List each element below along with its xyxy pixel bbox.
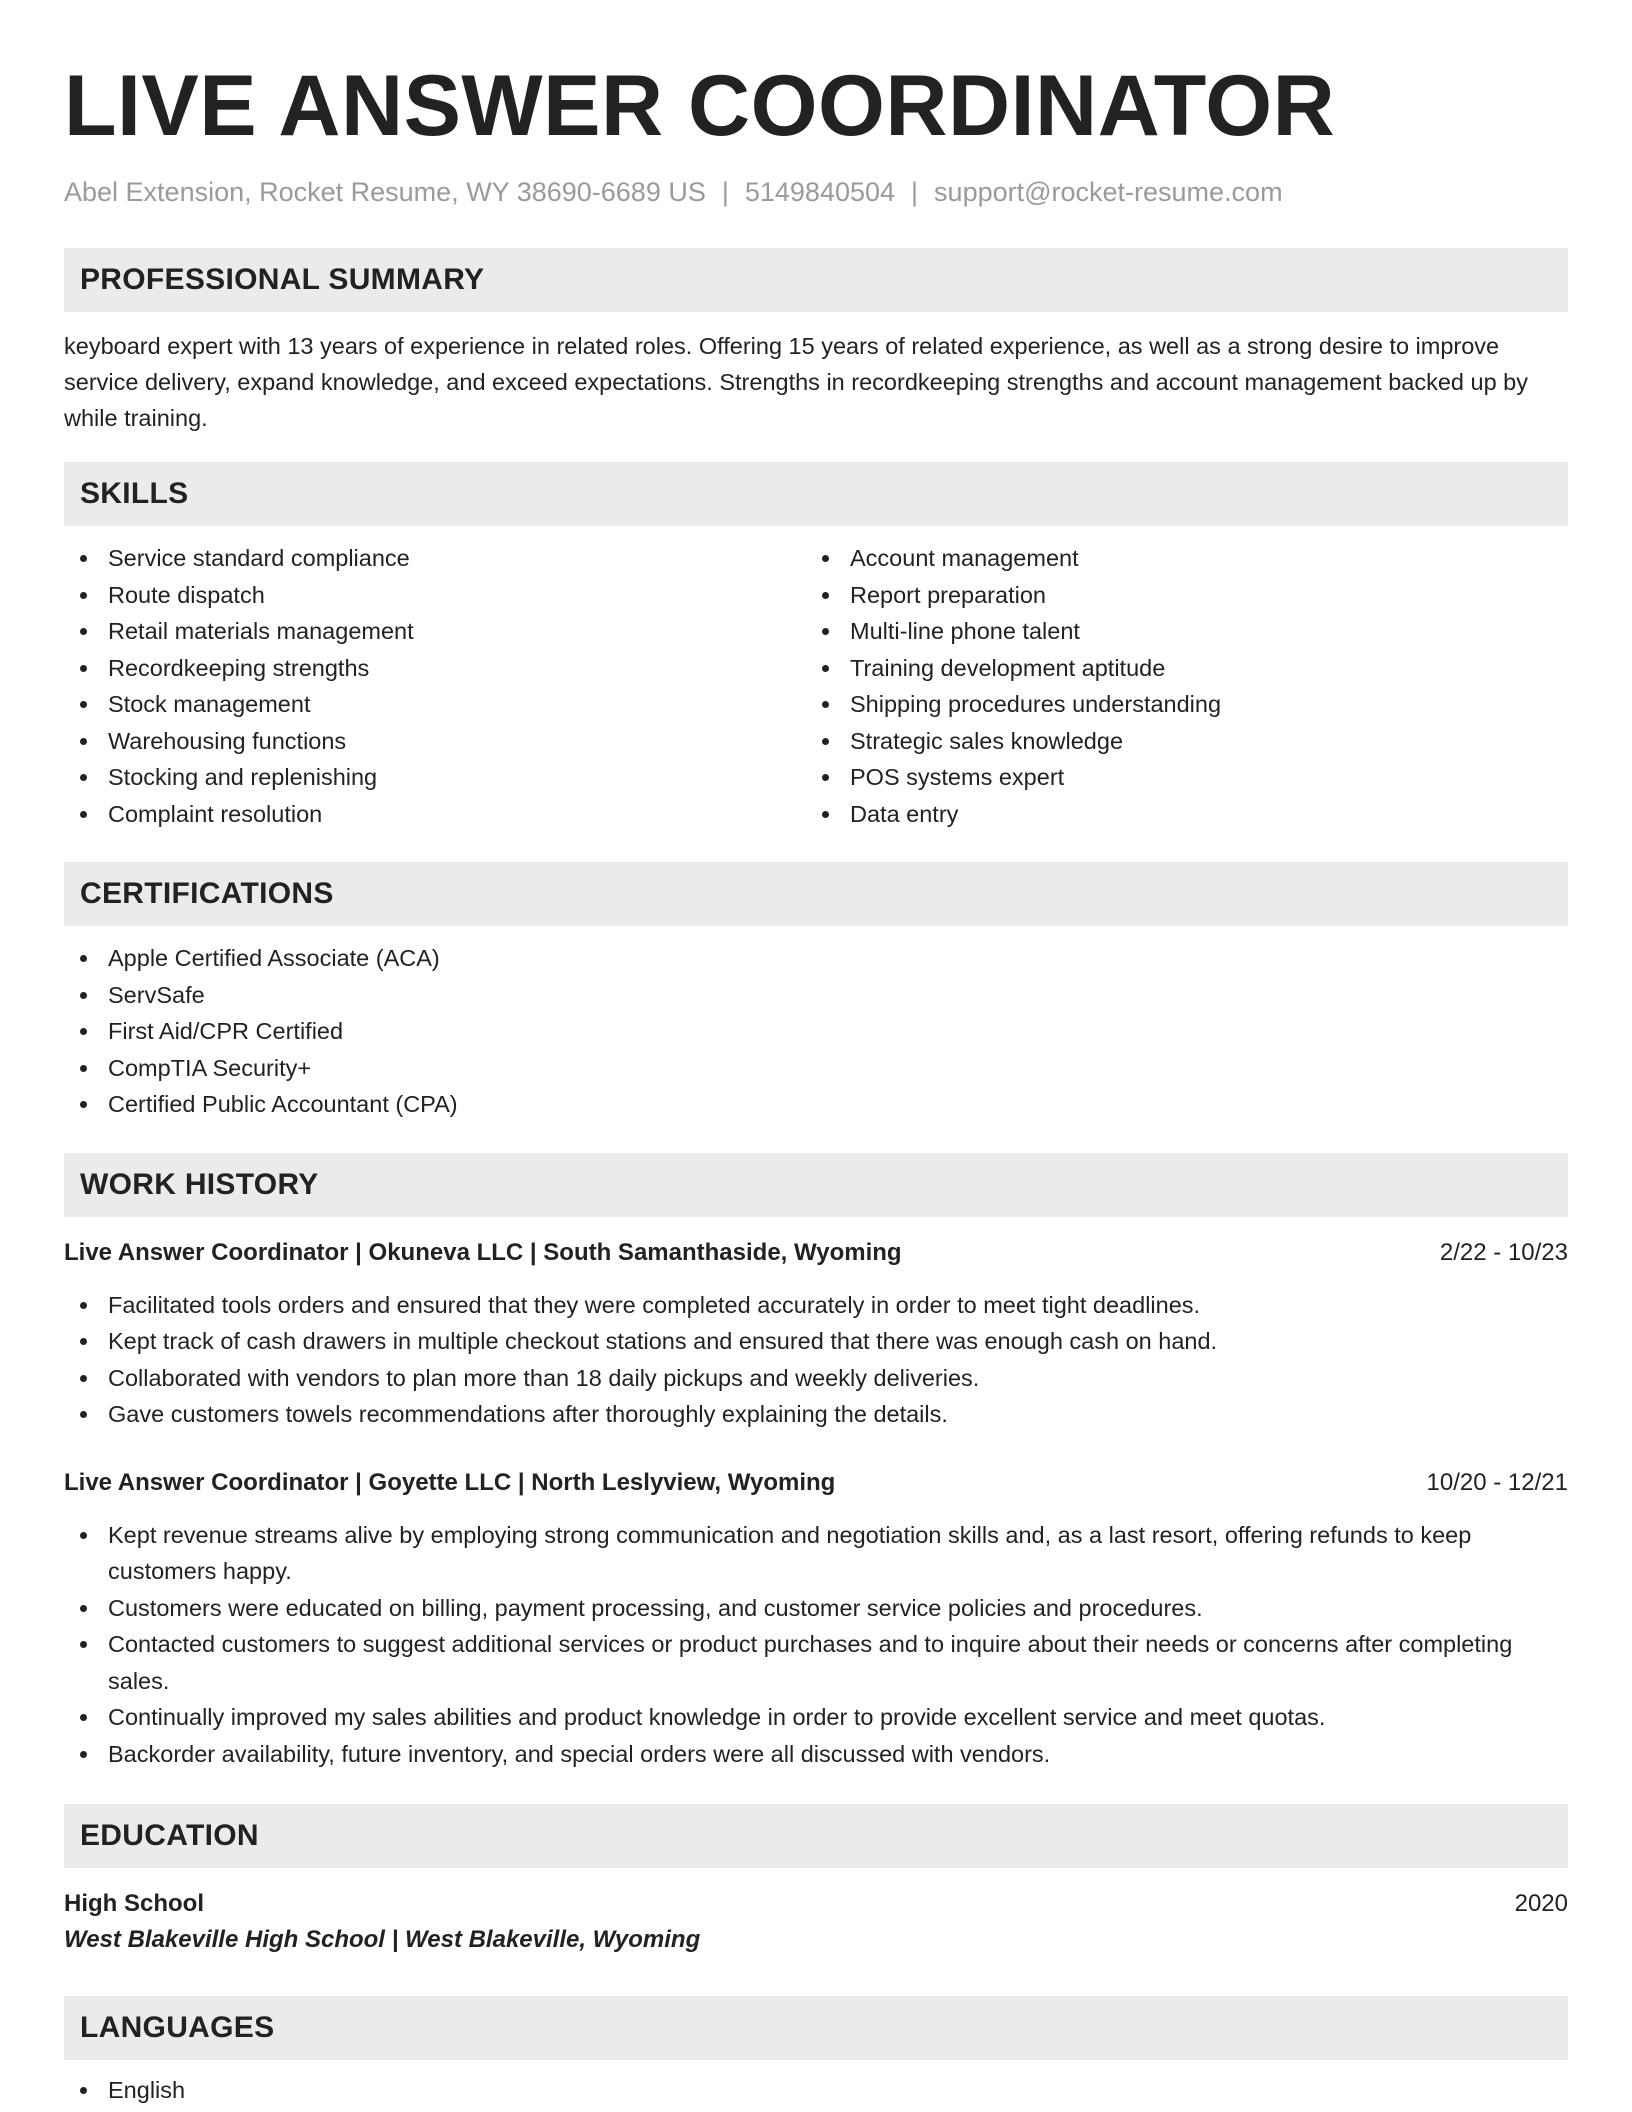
list-item: English bbox=[64, 2072, 1568, 2109]
list-item: Account management bbox=[806, 540, 1548, 577]
languages-list bbox=[64, 2072, 1568, 2109]
job-title: Live Answer Coordinator | Goyette LLC | North Leslyview, Wyoming bbox=[64, 1468, 836, 1496]
candidate-name: LIVE ANSWER COORDINATOR bbox=[64, 58, 1336, 154]
list-item: Collaborated with vendors to plan more than 18 daily pickups and weekly deliveries. bbox=[64, 1360, 1568, 1397]
list-item: Stocking and replenishing bbox=[64, 759, 806, 796]
list-item: First Aid/CPR Certified bbox=[64, 1013, 1568, 1050]
list-item: Retail materials management bbox=[64, 613, 806, 650]
list-item: Backorder availability, future inventory, and special orders were all discussed with vendors. bbox=[64, 1736, 1568, 1773]
job-header bbox=[64, 1465, 1568, 1501]
education-degree: High School bbox=[64, 1890, 204, 1917]
list-item: Certified Public Accountant (CPA) bbox=[64, 1086, 1568, 1123]
education-header bbox=[64, 1886, 1568, 1922]
job-entry bbox=[64, 1465, 1568, 1773]
job-title: Live Answer Coordinator | Okuneva LLC | South Samanthaside, Wyoming bbox=[64, 1238, 902, 1266]
job-dates: 10/20 - 12/21 bbox=[1426, 1468, 1568, 1496]
contact-phone: 5149840504 bbox=[744, 177, 896, 207]
list-item: Recordkeeping strengths bbox=[64, 650, 806, 687]
section-heading-education: EDUCATION bbox=[64, 1804, 1568, 1868]
job-header bbox=[64, 1235, 1568, 1271]
list-item: Shipping procedures understanding bbox=[806, 686, 1548, 723]
education-school: West Blakeville High School | West Blakeville, Wyoming bbox=[64, 1926, 701, 1953]
list-item: Complaint resolution bbox=[64, 796, 806, 833]
contact-line bbox=[64, 176, 1568, 208]
summary-text: keyboard expert with 13 years of experience in related roles. Offering 15 years of related experience, as well as a strong desire to improve service delivery, expand knowledge, and exceed expectations. Strengths in recordkeeping strengths and account management backed up by while training. bbox=[64, 333, 1528, 431]
resume-page bbox=[64, 0, 1568, 2109]
section-heading-languages: LANGUAGES bbox=[64, 1996, 1568, 2060]
list-item: Stock management bbox=[64, 686, 806, 723]
skills-list-left bbox=[64, 540, 806, 832]
list-item: CompTIA Security+ bbox=[64, 1050, 1568, 1087]
list-item: Contacted customers to suggest additional services or product purchases and to inquire about their needs or concerns after completing sales. bbox=[64, 1626, 1568, 1699]
skills-grid bbox=[64, 540, 1568, 832]
list-item: Strategic sales knowledge bbox=[806, 723, 1548, 760]
section-heading-summary: PROFESSIONAL SUMMARY bbox=[64, 248, 1568, 312]
list-item: Multi-line phone talent bbox=[806, 613, 1548, 650]
skills-list-right bbox=[806, 540, 1548, 832]
section-heading-certifications: CERTIFICATIONS bbox=[64, 862, 1568, 926]
list-item: Customers were educated on billing, payment processing, and customer service policies and procedures. bbox=[64, 1590, 1568, 1627]
list-item: Data entry bbox=[806, 796, 1548, 833]
contact-address: Abel Extension, Rocket Resume, WY 38690-6689 US bbox=[64, 177, 706, 207]
list-item: Gave customers towels recommendations after thoroughly explaining the details. bbox=[64, 1396, 1568, 1433]
list-item: ServSafe bbox=[64, 977, 1568, 1014]
education-year: 2020 bbox=[1514, 1890, 1568, 1917]
contact-separator: | bbox=[911, 177, 919, 207]
list-item: Kept revenue streams alive by employing strong communication and negotiation skills and, as a last resort, offering refunds to keep customers happy. bbox=[64, 1517, 1568, 1590]
list-item: POS systems expert bbox=[806, 759, 1548, 796]
list-item: Report preparation bbox=[806, 577, 1548, 614]
job-bullets bbox=[64, 1287, 1568, 1433]
list-item: Service standard compliance bbox=[64, 540, 806, 577]
education-entry bbox=[64, 1886, 1568, 1958]
certifications-list bbox=[64, 940, 1568, 1123]
list-item: Training development aptitude bbox=[806, 650, 1548, 687]
contact-email: support@rocket-resume.com bbox=[934, 177, 1283, 207]
section-heading-skills: SKILLS bbox=[64, 462, 1568, 526]
list-item: Apple Certified Associate (ACA) bbox=[64, 940, 1568, 977]
job-entry bbox=[64, 1235, 1568, 1433]
job-dates: 2/22 - 10/23 bbox=[1439, 1238, 1568, 1266]
list-item: Facilitated tools orders and ensured that they were completed accurately in order to meet tight deadlines. bbox=[64, 1287, 1568, 1324]
section-heading-work-history: WORK HISTORY bbox=[64, 1153, 1568, 1217]
contact-separator: | bbox=[721, 177, 729, 207]
list-item: Kept track of cash drawers in multiple checkout stations and ensured that there was enough cash on hand. bbox=[64, 1323, 1568, 1360]
list-item: Route dispatch bbox=[64, 577, 806, 614]
list-item: Continually improved my sales abilities and product knowledge in order to provide excellent service and meet quotas. bbox=[64, 1699, 1568, 1736]
list-item: Warehousing functions bbox=[64, 723, 806, 760]
job-bullets bbox=[64, 1517, 1568, 1773]
